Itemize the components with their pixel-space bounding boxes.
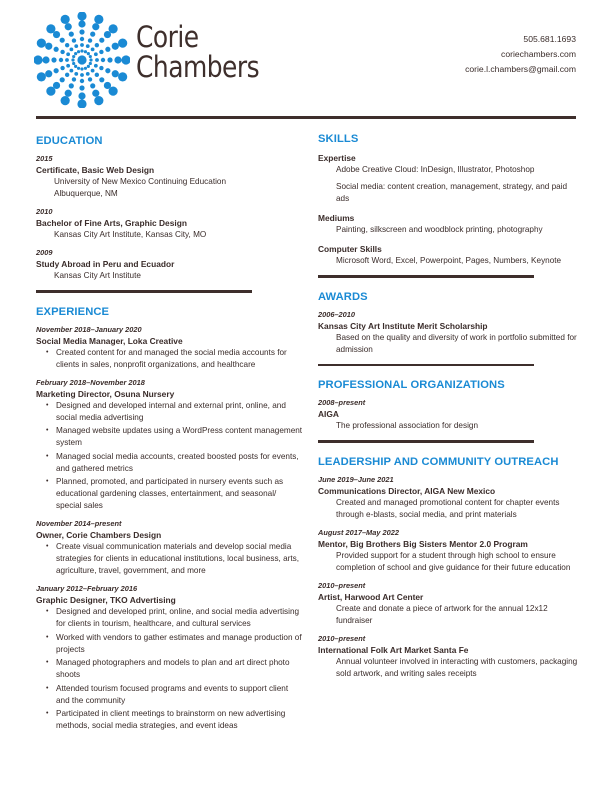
contact-info xyxy=(465,32,576,77)
bullet-item: • Managed social media accounts, created boosted posts for events, and gathered metrics xyxy=(46,451,304,475)
entry-title: Certificate, Basic Web Design xyxy=(36,165,155,175)
bullet-item: • Participated in client meetings to brainstorm on new advertising methods, social media strategies, and event ideas xyxy=(46,708,304,732)
skill-group-title: Computer Skills xyxy=(318,244,382,254)
section-heading: AWARDS xyxy=(318,290,368,303)
section-divider xyxy=(36,290,252,293)
organization-entry xyxy=(318,398,580,432)
bullet-list xyxy=(36,541,304,577)
section-heading: PROFESSIONAL ORGANIZATIONS xyxy=(318,379,505,391)
experience-section xyxy=(36,306,304,733)
education-entry xyxy=(36,207,304,241)
section-divider xyxy=(318,364,534,367)
entry-date: 2008–present xyxy=(318,398,366,407)
bullet-item: • Attended tourism focused programs and events to support client and the community xyxy=(46,683,304,707)
organizations-section xyxy=(318,379,580,432)
right-column xyxy=(318,133,580,687)
education-section xyxy=(36,135,304,282)
entry-detail: Kansas City Art Institute xyxy=(54,271,141,280)
awards-section xyxy=(318,291,580,356)
entry-date: January 2012–February 2016 xyxy=(36,584,138,593)
section-divider xyxy=(318,275,534,278)
leadership-entry xyxy=(318,475,580,521)
entry-description: Created and managed promotional content for chapter events through e-blasts, social media, and print materials xyxy=(336,497,560,519)
left-column xyxy=(36,135,304,739)
entry-detail: Kansas City Art Institute, Kansas City, MO xyxy=(54,230,207,239)
skill-detail: Adobe Creative Cloud: InDesign, Illustrator, Photoshop xyxy=(336,165,535,174)
bullet-item: • Worked with vendors to gather estimates and manage production of projects xyxy=(46,632,304,656)
bullet-item: • Managed photographers and models to plan and art direct photo shoots xyxy=(46,657,304,681)
entry-date: 2006–2010 xyxy=(318,309,355,319)
entry-detail: University of New Mexico Continuing Education xyxy=(54,177,227,186)
leadership-entry xyxy=(318,634,580,680)
skill-group xyxy=(318,212,580,236)
entry-date: 2010–present xyxy=(318,633,366,643)
phone-number: 505.681.1693 xyxy=(523,34,576,44)
education-entry xyxy=(36,154,304,200)
entry-description: Based on the quality and diversity of work in portfolio submitted for admission xyxy=(336,332,577,354)
dotted-sunburst-logo-icon xyxy=(34,12,130,108)
entry-title: Mentor, Big Brothers Big Sisters Mentor 2.0 Program xyxy=(318,538,528,549)
skills-section xyxy=(318,133,580,267)
entry-date: November 2018–January 2020 xyxy=(36,324,142,334)
entry-title: Communications Director, AIGA New Mexico xyxy=(318,485,496,496)
candidate-name xyxy=(136,22,259,82)
skill-group-title: Mediums xyxy=(318,213,355,223)
experience-entry xyxy=(36,584,304,732)
entry-title: Owner, Corie Chambers Design xyxy=(36,530,162,540)
experience-entry xyxy=(36,378,304,513)
skill-detail: Microsoft Word, Excel, Powerpoint, Pages, Numbers, Keynote xyxy=(336,256,562,265)
skill-group xyxy=(318,152,580,205)
award-entry xyxy=(318,310,580,356)
entry-date: November 2014–present xyxy=(36,519,122,528)
entry-date: 2010–present xyxy=(318,580,366,590)
entry-title: Kansas City Art Institute Merit Scholarship xyxy=(318,320,488,331)
entry-title: Social Media Manager, Loka Creative xyxy=(36,335,183,346)
entry-date: 2010 xyxy=(36,207,53,216)
website-link[interactable]: coriechambers.com xyxy=(501,49,576,59)
entry-description: The professional association for design xyxy=(336,421,478,430)
entry-title: Bachelor of Fine Arts, Graphic Design xyxy=(36,218,187,228)
entry-date: August 2017–May 2022 xyxy=(318,527,399,537)
entry-title: Marketing Director, Osuna Nursery xyxy=(36,388,175,399)
entry-description: Create and donate a piece of artwork for the annual 12x12 fundraiser xyxy=(336,603,548,625)
bullet-item: • Planned, promoted, and participated in nursery events such as educational gardening classes, entertainment, and seasonal/ special sales xyxy=(46,476,304,512)
education-entry xyxy=(36,248,304,282)
skill-detail: Painting, silkscreen and woodblock printing, photography xyxy=(336,225,543,234)
experience-entry xyxy=(36,325,304,371)
bullet-list xyxy=(36,606,304,732)
entry-date: 2009 xyxy=(36,248,53,257)
leadership-entry xyxy=(318,528,580,574)
entry-title: Study Abroad in Peru and Ecuador xyxy=(36,259,175,269)
first-name: Corie xyxy=(136,20,199,54)
entry-description: Annual volunteer involved in interacting with customers, packaging sold artwork, and writing sales receipts xyxy=(336,656,578,678)
header-divider xyxy=(36,116,576,119)
section-heading: EDUCATION xyxy=(36,135,103,147)
section-heading: EXPERIENCE xyxy=(36,305,110,318)
skill-detail: Social media: content creation, management, strategy, and paid ads xyxy=(336,182,568,203)
skill-group-title: Expertise xyxy=(318,153,356,163)
section-heading: SKILLS xyxy=(318,133,359,145)
leadership-section xyxy=(318,456,580,680)
bullet-item: • Create visual communication materials and develop social media strategies for clients in educational institutions, local business, arts, agriculture, travel, government, and more xyxy=(46,541,304,577)
entry-title: Graphic Designer, TKO Advertising xyxy=(36,595,176,605)
entry-title: AIGA xyxy=(318,409,339,419)
bullet-item: • Designed and developed print, online, and social media advertising for clients in tourism, healthcare, and cultural services xyxy=(46,606,304,630)
skill-group xyxy=(318,243,580,267)
last-name: Chambers xyxy=(136,50,260,84)
entry-date: February 2018–November 2018 xyxy=(36,377,145,387)
section-divider xyxy=(318,440,534,443)
bullet-list xyxy=(36,400,304,513)
email-link[interactable]: corie.l.chambers@gmail.com xyxy=(465,64,576,74)
entry-title: Artist, Harwood Art Center xyxy=(318,591,424,602)
bullet-item: • Created content for and managed the social media accounts for clients in sales, nonprofit organizations, and healthcare xyxy=(46,347,304,371)
entry-title: International Folk Art Market Santa Fe xyxy=(318,644,469,655)
entry-detail: Albuquerque, NM xyxy=(54,189,118,198)
bullet-item: • Managed website updates using a WordPress content management system xyxy=(46,425,304,449)
entry-date: June 2019–June 2021 xyxy=(318,474,394,484)
leadership-entry xyxy=(318,581,580,627)
bullet-item: • Designed and developed internal and external print, online, and social media advertising xyxy=(46,400,304,424)
bullet-list xyxy=(36,347,304,371)
entry-description: Provided support for a student through high school to ensure completion of school and give guidance for their future education xyxy=(336,550,571,572)
section-heading: LEADERSHIP AND COMMUNITY OUTREACH xyxy=(318,455,559,468)
experience-entry xyxy=(36,519,304,577)
entry-date: 2015 xyxy=(36,154,53,163)
